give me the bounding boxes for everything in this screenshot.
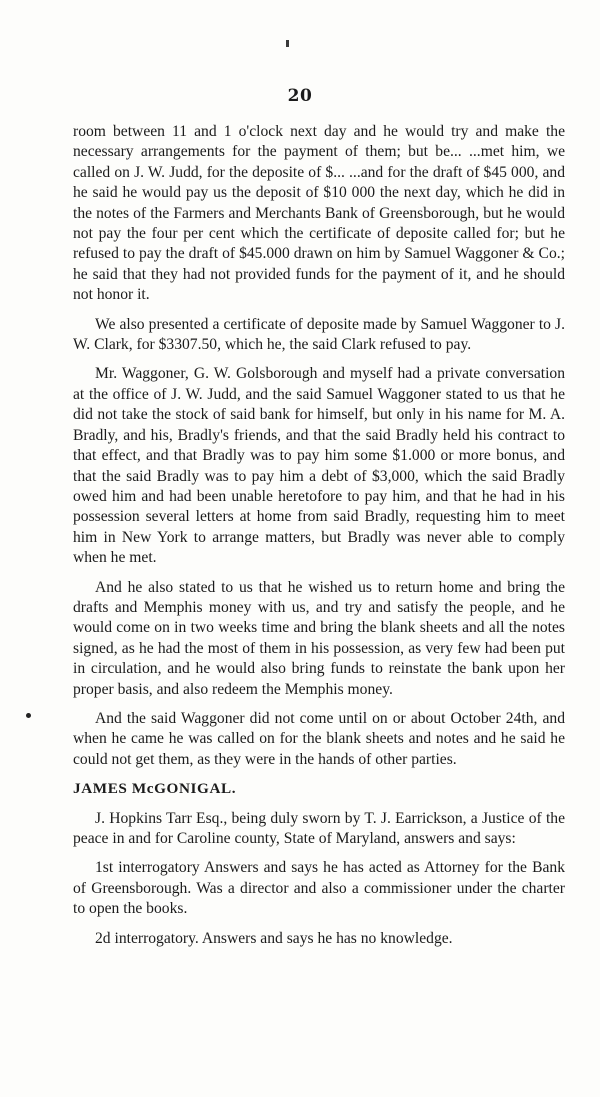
page-number: 20	[287, 86, 313, 106]
ink-mark	[286, 40, 289, 47]
paragraph-private-conversation: Mr. Waggoner, G. W. Golsborough and myself had a private conversation at the office of J. W. Judd, and the said Samuel Waggoner stated to us that he did not take the stock of said bank for himself, but only in his name for M. A. Bradly, and his, Bradly's friends, and that the said Bradly held his contract to that effect, and that Bradly was to pay him some $1.000 or more bonus, and that the said Bradly was to pay him a debt of $3,000, which the said Bradly owed him and had been unable heretofore to pay him, and that he had in his possession several letters at home from said Bradly, requesting him to meet him in New York to arrange matters, but Bradly was never able to comply when he met.	[73, 365, 565, 567]
paragraph-waggoner-arrival: And the said Waggoner did not come until on or about October 24th, and when he came he was called on for the blank sheets and notes and he said he could not get them, as they were in the hands of other parties.	[73, 709, 565, 768]
paragraph-clark-certificate: We also presented a certificate of deposite made by Samuel Waggoner to J. W. Clark, for $3307.50, which he, the said Clark refused to pay.	[73, 315, 565, 354]
paragraph-return-home: And he also stated to us that he wished us to return home and bring the drafts and Memphis money with us, and try and satisfy the people, and he would come on in two weeks time and bring the blank sheets and all the notes signed, as he had the most of them in his possession, as very few had been put in circulation, and he would also bring funds to reinstate the bank upon her proper basis, and also redeem the Memphis money.	[73, 578, 565, 698]
deposition-intro: J. Hopkins Tarr Esq., being duly sworn by T. J. Earrickson, a Justice of the peace in and for Caroline county, State of Maryland, answers and says:	[73, 809, 565, 847]
interrogatory-2: 2d interrogatory. Answers and says he has no knowledge.	[95, 929, 453, 947]
interrogatory-1: 1st interrogatory Answers and says he has acted as Attorney for the Bank of Greensborough. Was a director and also a commissioner under the charter to open the books.	[73, 859, 565, 918]
ink-dot	[26, 713, 31, 718]
body-text	[73, 122, 565, 958]
signature: JAMES McGONIGAL.	[73, 780, 237, 798]
paragraph-continuation: room between 11 and 1 o'clock next day and he would try and make the necessary arrangements for the payment of them; but be... ...met him, we called on J. W. Judd, for the deposite of $... ...and for the draft of $45 000, and he said he would pay us the deposit of $10 000 the next day, which he did in the notes of the Farmers and Merchants Bank of Greensborough, but he would not pay the four per cent which the certificate of deposite called for; but he refused to pay the draft of $45.000 drawn on him by Samuel Waggoner & Co.; he said that they had not provided funds for the payment of it, and he should not honor it.	[73, 123, 565, 304]
